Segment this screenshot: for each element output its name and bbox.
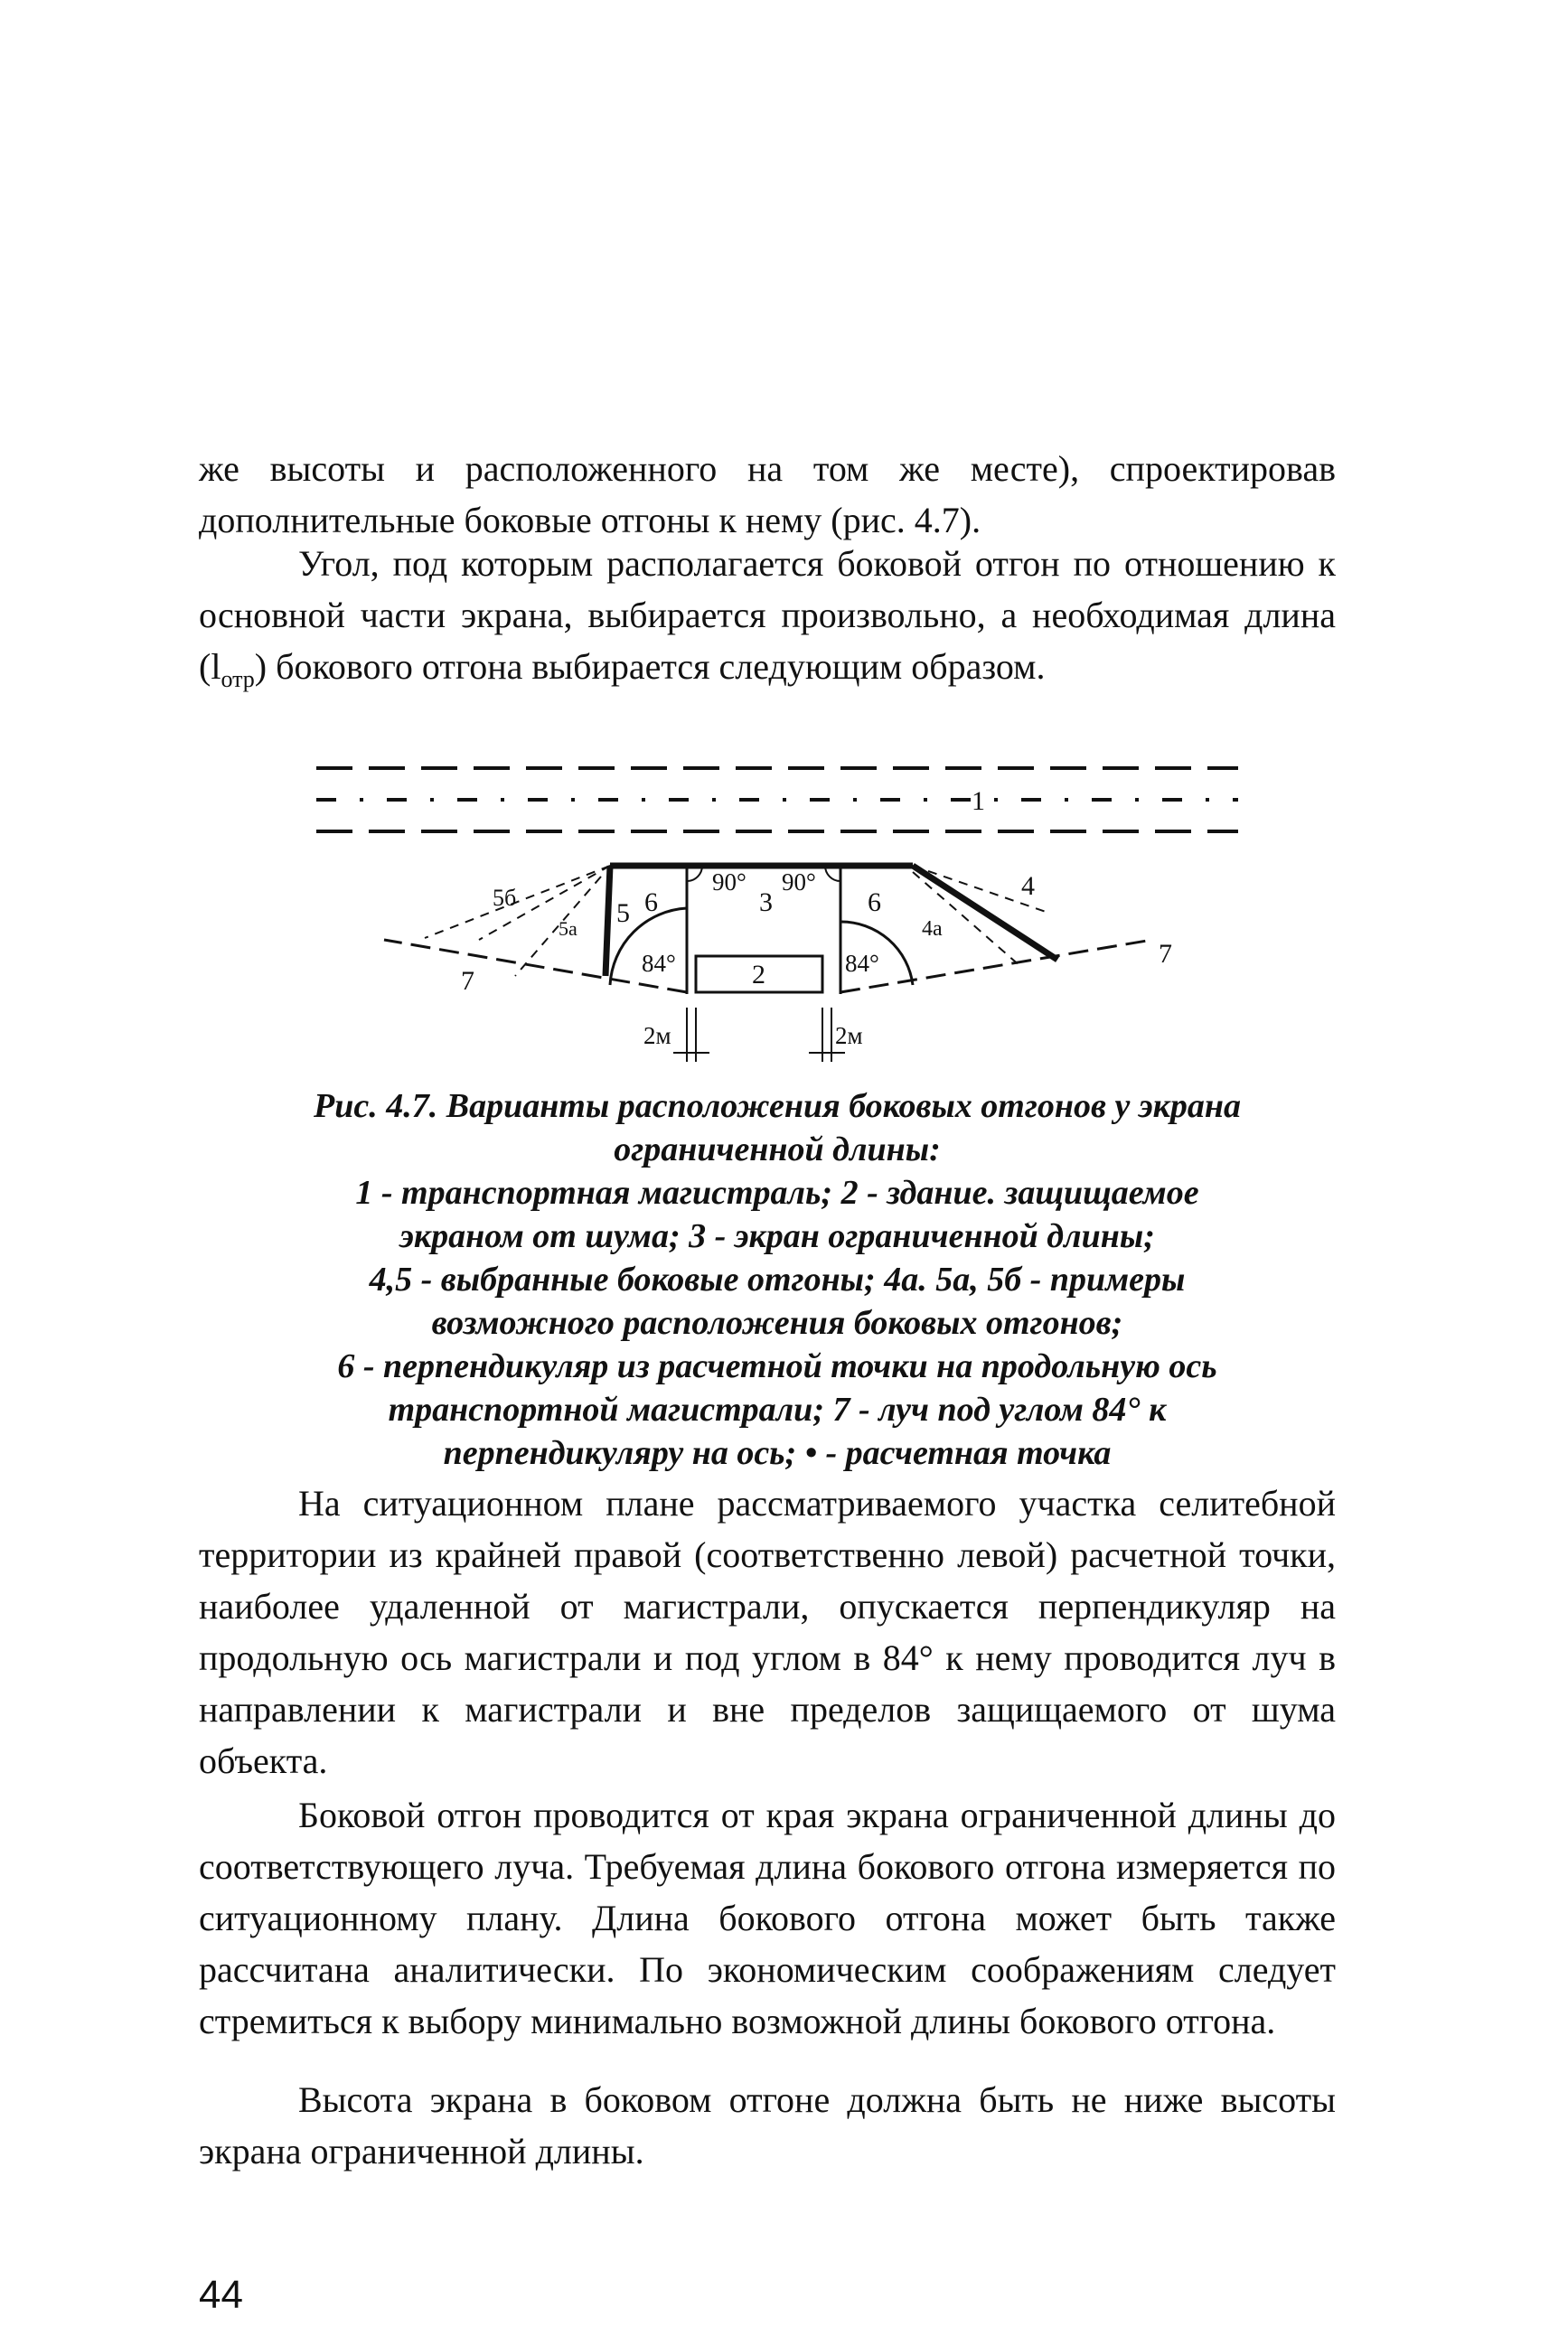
label-road: 1 <box>972 786 985 816</box>
caption-line-2: ограниченной длины: <box>614 1130 941 1168</box>
paragraph-2-text-before: Угол, под которым располагается боковой отгон по отношению к основной части экрана, выбирается произвольно, а необходимая длина (l <box>199 543 1336 687</box>
label-screen: 3 <box>759 887 773 917</box>
caption-line-3: 1 - транспортная магистраль; 2 - здание. защищаемое <box>355 1174 1199 1212</box>
ray-right <box>840 940 1152 992</box>
caption-line-1: Рис. 4.7. Варианты расположения боковых отгонов у экрана <box>314 1087 1241 1125</box>
page-number: 44 <box>199 2273 243 2317</box>
caption-line-9: перпендикуляру на ось; • - расчетная точка <box>443 1434 1112 1472</box>
paragraph-1: же высоты и расположенного на том же месте), спроектировав дополнительные боковые отгоны к нему (рис. 4.7). <box>199 448 1336 540</box>
paragraph-5: Высота экрана в боковом отгоне должна быть не ниже высоты экрана ограниченной длины. <box>199 2079 1336 2171</box>
paragraph-4-block <box>199 1789 1336 2047</box>
side-screen-5b <box>425 866 610 938</box>
label-perp-right: 6 <box>868 887 881 917</box>
label-ray-left: 7 <box>461 966 474 996</box>
label-building: 2 <box>752 960 765 990</box>
paragraph-2 <box>199 538 1336 705</box>
paragraph-continuation <box>199 443 1336 546</box>
label-5b: 5б <box>493 885 517 911</box>
side-screen-4 <box>913 866 1057 960</box>
paragraph-4: Боковой отгон проводится от края экрана ограниченной длины до соответствующего луча. Требуемая длина бокового отгона измеряется по ситуационному плану. Длина бокового отгона может быть также рассчитана аналитически. По экономическим соображениям следует стремиться к выбору минимально возможной длины бокового отгона. <box>199 1795 1336 2041</box>
label-4a: 4а <box>922 917 943 941</box>
caption-line-8: транспортной магистрали; 7 - луч под углом 84° к <box>388 1391 1167 1429</box>
paragraph-5-block <box>199 2074 1336 2177</box>
paragraph-2-subscript: отр <box>221 666 255 692</box>
paragraph-2-text-after: ) бокового отгона выбирается следующим образом. <box>254 646 1046 687</box>
side-screen-5 <box>606 866 610 976</box>
figure-4-7-diagram <box>289 750 1265 1075</box>
label-5a: 5а <box>559 917 577 940</box>
label-2m-left: 2м <box>643 1022 671 1049</box>
label-side-4: 4 <box>1021 871 1035 901</box>
label-side-5: 5 <box>616 898 630 928</box>
label-2m-right: 2м <box>835 1022 863 1049</box>
paragraph-2-block <box>199 538 1336 705</box>
caption-line-5: 4,5 - выбранные боковые отгоны; 4а. 5а, 5б - примеры <box>369 1261 1186 1299</box>
paragraph-3: На ситуационном плане рассматриваемого участка селитебной территории из крайней правой (соответственно левой) расчетной точки, наиболее удаленной от магистрали, опускается перпендикуляр на продольную ось магистрали и под углом в 84° к нему проводится луч в направлении к магистрали и вне пределов защищаемого от шума объекта. <box>199 1483 1336 1781</box>
label-ray-right: 7 <box>1159 939 1172 969</box>
label-90-left: 90° <box>712 868 746 896</box>
caption-line-6: возможного расположения боковых отгонов; <box>431 1304 1123 1342</box>
label-90-right: 90° <box>782 868 816 896</box>
paragraph-3-block <box>199 1477 1336 1787</box>
figure-caption <box>208 1084 1347 1475</box>
label-84-left: 84° <box>642 950 676 977</box>
caption-line-4: экраном от шума; 3 - экран ограниченной длины; <box>399 1217 1155 1255</box>
label-perp-left: 6 <box>644 887 658 917</box>
caption-line-7: 6 - перпендикуляр из расчетной точки на продольную ось <box>337 1347 1217 1385</box>
label-84-right: 84° <box>845 950 879 977</box>
